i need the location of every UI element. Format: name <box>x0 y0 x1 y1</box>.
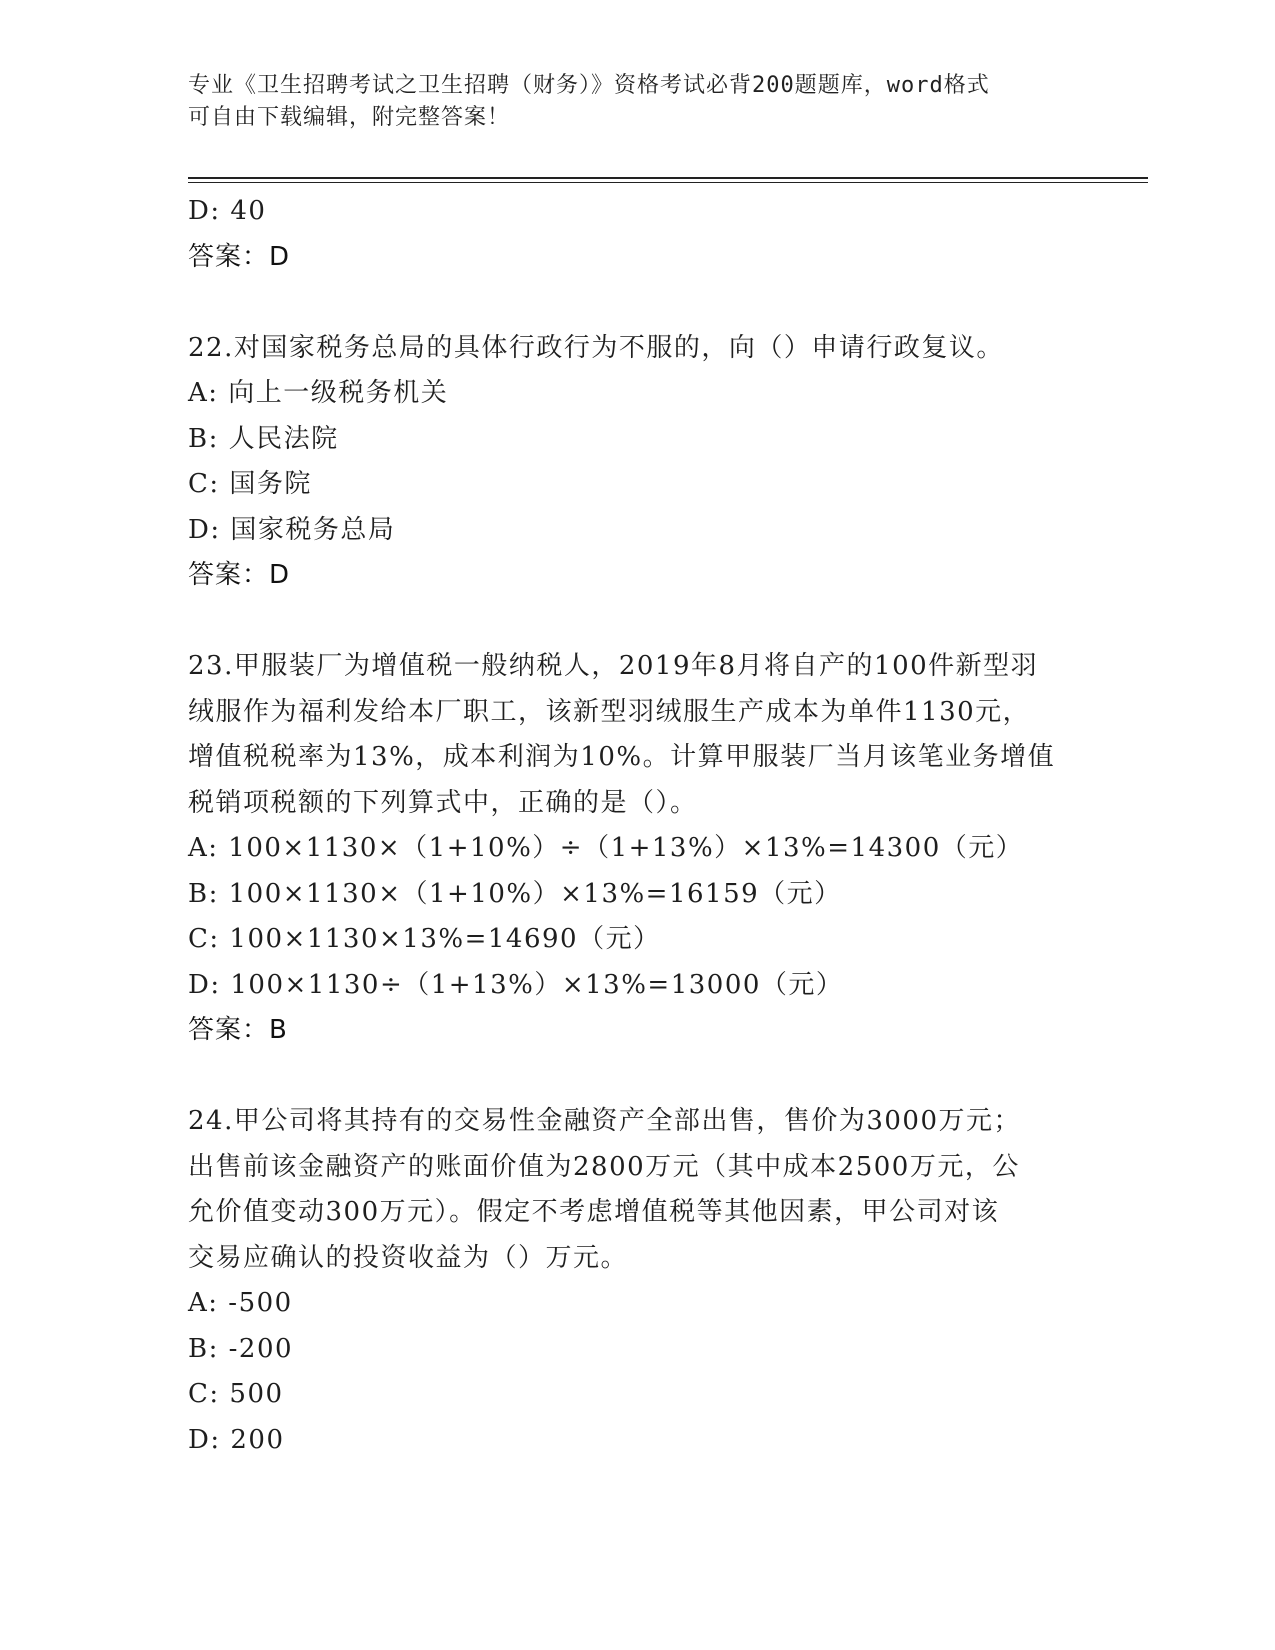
question-22-option-a: A: 向上一级税务机关 <box>188 378 449 408</box>
question-24-stem-line-4: 交易应确认的投资收益为（）万元。 <box>188 1242 629 1273</box>
question-23-option-c: C: 100×1130×13%=14690（元） <box>188 924 661 954</box>
spacer <box>188 1054 1088 1100</box>
question-23-stem-line-3: 增值税税率为13%，成本利润为10%。计算甲服装厂当月该笔业务增值 <box>188 742 1056 772</box>
question-22-option-c: C: 国务院 <box>188 469 312 499</box>
question-24-option-b: B: -200 <box>188 1333 294 1364</box>
question-23-stem-line-4: 税销项税额的下列算式中，正确的是（）。 <box>188 787 698 818</box>
question-23-option-a: A: 100×1130×（1+10%）÷（1+13%）×13%=14300（元） <box>188 833 1024 863</box>
question-23-option-d: D: 100×1130÷（1+13%）×13%=13000（元） <box>188 969 844 1000</box>
prev-answer: 答案：D <box>188 241 291 272</box>
spacer <box>188 280 1088 326</box>
question-22-option-d: D: 国家税务总局 <box>188 514 396 545</box>
question-24-stem-line-1: 24.甲公司将其持有的交易性金融资产全部出售，售价为3000万元； <box>188 1106 1022 1136</box>
spacer <box>188 599 1088 645</box>
question-23-stem-line-2: 绒服作为福利发给本厂职工，该新型羽绒服生产成本为单件1130元， <box>188 696 1031 727</box>
question-22-stem: 22.对国家税务总局的具体行政行为不服的，向（）申请行政复议。 <box>188 332 1004 363</box>
question-22-answer: 答案：D <box>188 560 291 590</box>
question-24-option-d: D: 200 <box>188 1424 285 1455</box>
question-23-stem-line-1: 23.甲服装厂为增值税一般纳税人，2019年8月将自产的100件新型羽 <box>188 651 1039 681</box>
header-line-1: 专业《卫生招聘考试之卫生招聘（财务）》资格考试必背200题题库，word格式 <box>188 73 990 98</box>
question-24-stem-line-2: 出售前该金融资产的账面价值为2800万元（其中成本2500万元，公 <box>188 1151 1020 1182</box>
question-24-option-a: A: -500 <box>188 1288 293 1318</box>
question-24-option-c: C: 500 <box>188 1379 284 1409</box>
question-23-option-b: B: 100×1130×（1+10%）×13%=16159（元） <box>188 878 842 909</box>
question-24-stem-line-3: 允价值变动300万元）。假定不考虑增值税等其他因素，甲公司对该 <box>188 1197 1000 1227</box>
document-body <box>188 189 1088 1463</box>
document-header <box>188 70 1088 134</box>
header-divider-thin <box>188 182 1148 183</box>
question-22-option-b: B: 人民法院 <box>188 423 339 454</box>
header-divider-thick <box>188 177 1148 179</box>
prev-option-d: D: 40 <box>188 196 267 226</box>
header-line-2: 可自由下载编辑，附完整答案！ <box>188 105 511 130</box>
question-23-answer: 答案：B <box>188 1015 288 1045</box>
